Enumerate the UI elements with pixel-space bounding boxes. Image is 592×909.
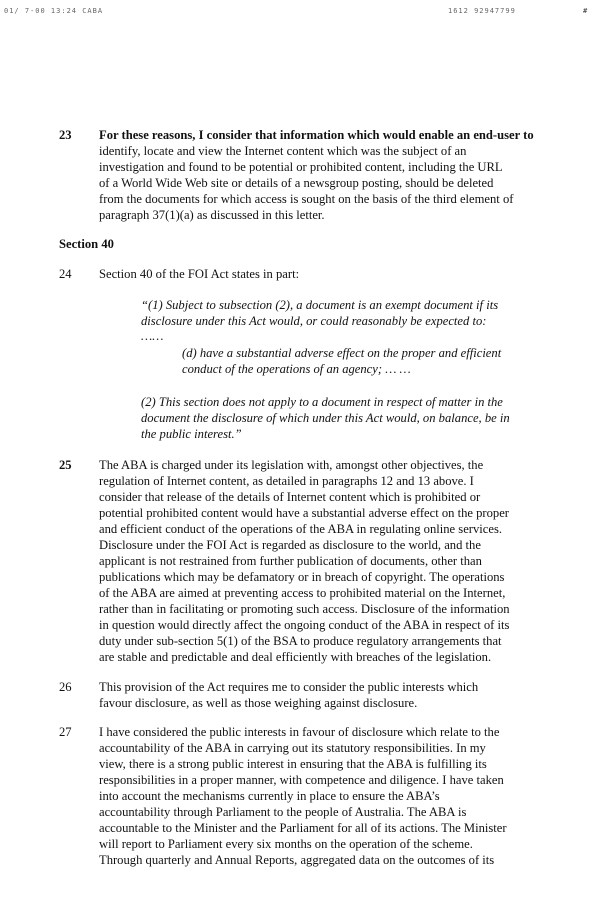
paragraph-line: of a World Wide Web site or details of a newsgroup posting, should be deleted [99,176,494,190]
quote-line: the public interest.” [141,427,242,441]
paragraph-line: view, there is a strong public interest in ensuring that the ABA is fulfilling its [99,757,487,771]
paragraph-line: Disclosure under the FOI Act is regarded as disclosure to the world, and the [99,538,481,552]
quote-line: (2) This section does not apply to a document in respect of matter in the [141,395,503,409]
paragraph-number: 23 [59,128,72,142]
paragraph-line: consider that release of the details of Internet content which is prohibited or [99,490,481,504]
quote-line: conduct of the operations of an agency; … … [182,362,411,376]
paragraph-line: applicant is not restrained from further publication of documents, other than [99,554,482,568]
paragraph-line: from the documents for which access is sought on the basis of the third element of [99,192,514,206]
paragraph-line: Section 40 of the FOI Act states in part: [99,267,300,281]
paragraph-line: regulation of Internet content, as detailed in paragraphs 12 and 13 above. I [99,474,474,488]
paragraph-line: identify, locate and view the Internet content which was the subject of an [99,144,467,158]
paragraph-number: 25 [59,458,72,472]
paragraph-line: accountability of the ABA in carrying out its statutory responsibilities. In my [99,741,486,755]
paragraph-line: of the ABA are aimed at preventing access to prohibited material on the Internet, [99,586,506,600]
paragraph-line: rather than in facilitating or promoting such access. Disclosure of the information [99,602,510,616]
quote-ellipsis: …… [141,329,164,343]
paragraph-line: For these reasons, I consider that information which would enable an end-user to [99,128,534,142]
paragraph-line: Through quarterly and Annual Reports, aggregated data on the outcomes of its [99,853,495,867]
paragraph-line: accountable to the Minister and the Parliament for all of its actions. The Minister [99,821,507,835]
paragraph-line: paragraph 37(1)(a) as discussed in this letter. [99,208,325,222]
paragraph-line: The ABA is charged under its legislation with, amongst other objectives, the [99,458,484,472]
quote-line: document the disclosure of which under this Act would, on balance, be in [141,411,510,425]
fax-header-left: 01/ 7-00 13:24 CABA [4,7,104,15]
paragraph-line: are stable and predictable and deal efficiently with breaches of the legislation. [99,650,492,664]
paragraph-line: into account the mechanisms currently in place to ensure the ABA’s [99,789,440,803]
paragraph-line: in question would directly affect the ongoing conduct of the ABA in respect of its [99,618,510,632]
quote-line: “(1) Subject to subsection (2), a document is an exempt document if its [141,298,499,312]
fax-header-mark: # [583,7,589,15]
paragraph-line: I have considered the public interests in favour of disclosure which relate to the [99,725,500,739]
quote-line: disclosure under this Act would, or could reasonably be expected to: [141,314,487,328]
paragraph-line: investigation and found to be potential or prohibited content, including the URL [99,160,503,174]
paragraph-line: will report to Parliament every six months on the operation of the scheme. [99,837,473,851]
section-heading: Section 40 [59,237,114,251]
paragraph-line: and efficient conduct of the operations of the ABA in regulating online services. [99,522,503,536]
fax-header-right: 1612 92947799 [448,7,516,15]
paragraph-number: 24 [59,267,72,281]
paragraph-number: 27 [59,725,72,739]
paragraph-line: responsibilities in a proper manner, with competence and diligence. I have taken [99,773,504,787]
quote-line: (d) have a substantial adverse effect on the proper and efficient [182,346,502,360]
paragraph-line: publications which may be defamatory or in breach of copyright. The operations [99,570,505,584]
paragraph-line: potential prohibited content would have a substantial adverse effect on the proper [99,506,509,520]
paragraph-line: accountability through Parliament to the people of Australia. The ABA is [99,805,467,819]
paragraph-line: favour disclosure, as well as those weighing against disclosure. [99,696,418,710]
paragraph-line: duty under sub-section 5(1) of the BSA to produce regulatory arrangements that [99,634,502,648]
paragraph-line: This provision of the Act requires me to consider the public interests which [99,680,479,694]
paragraph-number: 26 [59,680,72,694]
